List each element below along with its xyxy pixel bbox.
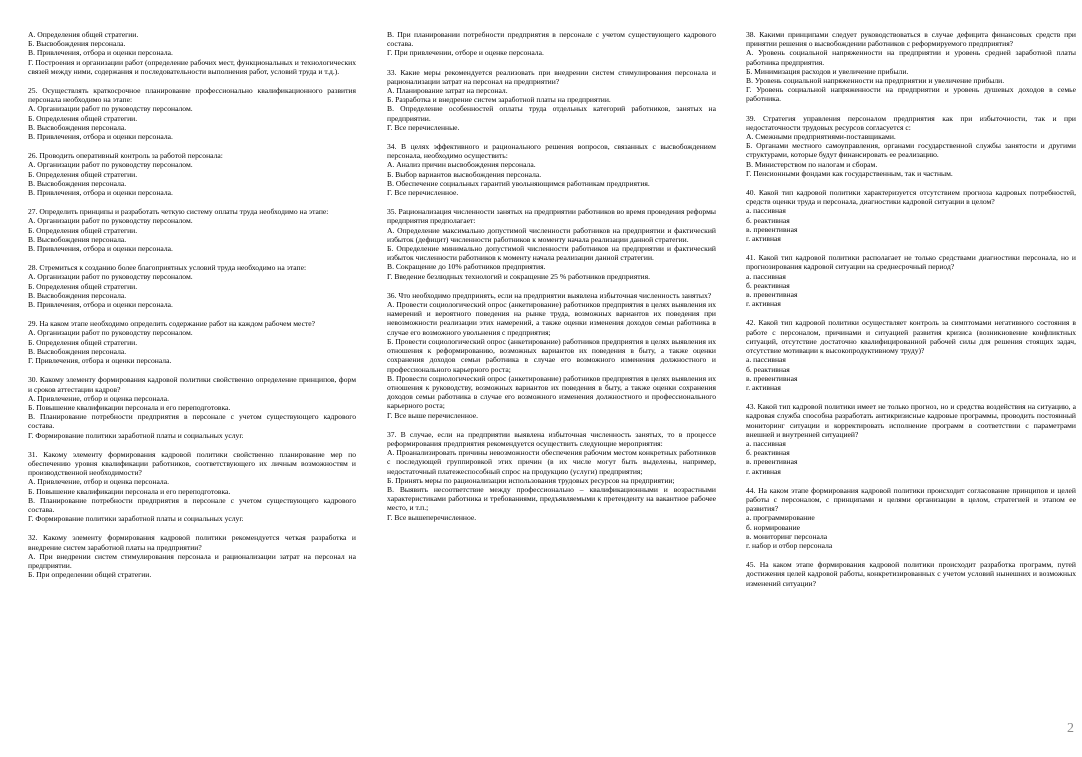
question-text: 44. На каком этапе формирования кадровой политики происходит согласование принципов и целей работы с персоналом, с принципами и целями организации в целом, стратегией и этапом ее развития?: [746, 485, 1076, 514]
answer-option: Б. Разработка и внедрение систем заработной платы на предприятии.: [387, 95, 611, 105]
answer-option: В. Привлечения, отбора и оценки персонала.: [28, 48, 173, 58]
answer-option: б. реактивная: [746, 280, 790, 290]
answer-option: Г. Введение безлюдных технологий и сокращение 25 % работников предприятия.: [387, 271, 650, 281]
question-block: [746, 560, 1076, 588]
question-block: [387, 291, 716, 420]
question-block: [387, 142, 716, 197]
answer-option: А. Смежными предприятиями-поставщиками.: [746, 132, 896, 142]
question-block: [28, 263, 356, 309]
answer-option: В. Высвобождения персонала.: [28, 290, 127, 300]
answer-option: В. Уровень социальной напряженности на предприятии и увеличение прибыли.: [746, 76, 1005, 86]
answer-option: А. Анализ причин высвобождения персонала.: [387, 160, 536, 170]
answer-option: А. Планирование затрат на персонал.: [387, 86, 508, 96]
answer-option: а. пассивная: [746, 438, 786, 448]
answer-option: Г. Привлечения, отбора и оценки персонала.: [28, 356, 172, 366]
answer-option: В. Планирование потребности предприятия в персонале с учетом существующего кадрового состава.: [28, 412, 356, 431]
answer-option: Г. При привлечении, отборе и оценке персонала.: [387, 48, 544, 58]
answer-option: Б. Органами местного самоуправления, органами государственной службы занятости и другими структурами, которые будут финансировать ее реализацию.: [746, 141, 1076, 160]
question-block: [746, 486, 1076, 550]
question-text: 35. Рационализация численности занятых на предприятии работников во время проведения реформы предприятия предполагает:: [387, 207, 716, 226]
answer-option: Б. Минимизация расходов и увеличение прибыли.: [746, 66, 909, 76]
question-text: 25. Осуществлять краткосрочное планирование профессионально квалификационного развития персонала необходимо на этапе:: [28, 86, 356, 105]
question-block: [28, 86, 356, 141]
answer-option: А. Провести социологический опрос (анкетирование) работников предприятия в целях выявления их намерений и вероятного поведения на рынке труда, возможных вариантов их поведения при невозможности реализации этих намерений, а также оценки изменения доходов семьи работника в случае его возможного увольнения с предприятия;: [387, 300, 716, 337]
answer-option: А. Проанализировать причины невозможности обеспечения рабочим местом конкретных работников с последующей группировкой этих причин (в их числе могут быть выделены, например, недостаточный платежеспособный спрос на продукцию (услуги) предприятия;: [387, 448, 716, 476]
question-text: 38. Какими принципами следует руководствоваться в случае дефицита финансовых средств при принятии решения о высвобождении работников с реформируемого предприятия?: [746, 30, 1076, 49]
answer-option: А. Уровень социальной напряженности на предприятии и уровень средней заработной платы работника предприятия.: [746, 48, 1076, 67]
answer-option: Г. Все выше перечисленное.: [387, 410, 479, 420]
answer-option: А. Организации работ по руководству персоналом.: [28, 272, 193, 282]
answer-option: А. Организации работ по руководству персоналом.: [28, 160, 193, 170]
answer-option: А. Определение максимально допустимой численности работников на предприятии и фактический избыток (дефицит) численности работников к моменту начала реализации данной стратегии.: [387, 225, 716, 244]
column-3: [746, 30, 1076, 598]
answer-option: Б. Определения общей стратегии.: [28, 113, 138, 123]
answer-option: В. Сокращение до 10% работников предприятия.: [387, 262, 546, 272]
answer-option: б. реактивная: [746, 215, 790, 225]
answer-option: Б. Повышение квалификации персонала и его переподготовка.: [28, 402, 231, 412]
question-block: [387, 207, 716, 281]
answer-option: А. Определения общей стратегии.: [28, 30, 139, 39]
question-block: [28, 533, 356, 579]
question-block: [28, 207, 356, 253]
answer-option: Б. Принять меры по рационализации использования трудовых ресурсов на предприятии;: [387, 475, 675, 485]
question-block: [746, 188, 1076, 243]
question-text: 33. Какие меры рекомендуется реализовать при внедрении систем стимулирования персонала и рационализации затрат на персонал на предприятии?: [387, 67, 716, 86]
question-block: [746, 30, 1076, 104]
question-block: [28, 30, 356, 76]
question-text: 29. На каком этапе необходимо определить содержание работ на каждом рабочем месте?: [28, 319, 316, 329]
question-block: [28, 319, 356, 365]
answer-option: в. превентивная: [746, 457, 798, 467]
answer-option: Б. Определения общей стратегии.: [28, 169, 138, 179]
answer-option: В. При планировании потребности предприятия в персонале с учетом существующего кадрового состава.: [387, 30, 716, 49]
answer-option: В. Высвобождения персонала.: [28, 178, 127, 188]
answer-option: Г. Все перечисленное.: [387, 188, 459, 198]
answer-option: Б. Повышение квалификации персонала и его переподготовка.: [28, 486, 231, 496]
answer-option: Г. Формирование политики заработной платы и социальных услуг.: [28, 514, 244, 524]
answer-option: Б. Определения общей стратегии.: [28, 281, 138, 291]
question-text: 41. Какой тип кадровой политики располагает не только средствами диагностики персонала, но и прогнозирования кадровой ситуации на среднесрочный период?: [746, 253, 1076, 272]
answer-option: Г. Формирование политики заработной платы и социальных услуг.: [28, 430, 244, 440]
answer-option: б. нормирование: [746, 522, 801, 532]
question-block: [28, 375, 356, 439]
answer-option: В. Привлечения, отбора и оценки персонала.: [28, 188, 173, 198]
answer-option: В. Министерством по налогам и сборам.: [746, 159, 878, 169]
answer-option: В. Выявить несоответствие между профессионально – квалификационными и возрастными характеристиками работника и требованиями, предъявляемыми к претенденту на вакантное рабочее место, и т.п.;: [387, 484, 716, 513]
answer-option: Б. Определение минимально допустимой численности работников на предприятии и фактический избыток численности работников к моменту начала реализации данной стратегии.: [387, 244, 716, 263]
answer-option: Г. Все перечисленные.: [387, 122, 460, 132]
answer-option: Б. Провести социологический опрос (анкетирование) работников предприятия в целях выявления их отношения к реформированию, возможных вариантов их поведения в быту, а также оценки сохранения доходов семьи работника в случае его возможного изменения должностного и профессионального карьерного роста;: [387, 336, 716, 374]
page-number: 2: [1067, 721, 1074, 736]
answer-option: а. пассивная: [746, 206, 786, 216]
answer-option: а. пассивная: [746, 271, 786, 281]
question-text: 27. Определить принципы и разработать четкую систему оплаты труда необходимо на этапе:: [28, 207, 329, 217]
question-block: [746, 114, 1076, 178]
answer-option: б. реактивная: [746, 364, 790, 374]
answer-option: Б. Выбор вариантов высвобождения персонала.: [387, 169, 542, 179]
question-text: 26. Проводить оперативный контроль за работой персонала:: [28, 151, 223, 161]
column-1: [28, 30, 356, 589]
answer-option: В. Обеспечение социальных гарантий увольняющимся работникам предприятия.: [387, 178, 650, 188]
question-text: 36. Что необходимо предпринять, если на предприятии выявлена избыточная численность занятых?: [387, 290, 712, 300]
question-text: 45. На каком этапе формирования кадровой политики происходит разработка программ, путей достижения целей кадровой работы, конкретизированных с учетом условий нынешних и возможных изменений ситуации?: [746, 560, 1076, 588]
answer-option: В. Провести социологический опрос (анкетирование) работников предприятия в целях выявления их отношения к руководству, возможных вариантов их поведения в быту, а также оценки сохранения доходов семьи работника в случае его возможного изменения должностного и профессионального карьерного роста;: [387, 373, 716, 411]
answer-option: б. реактивная: [746, 448, 790, 458]
answer-option: В. Определение особенностей оплаты труда отдельных категорий работников, занятых на предприятии.: [387, 104, 716, 123]
answer-option: а. пассивная: [746, 355, 786, 365]
question-text: 39. Стратегия управления персоналом предприятия как при избыточности, так и при недостаточности трудовых ресурсов согласуется с:: [746, 113, 1076, 132]
answer-option: а. программирование: [746, 513, 815, 523]
question-text: 31. Какому элементу формирования кадровой политики свойственно планирование мер по обеспечению уровня квалификации работников, соответствующего их личным возможностям и производственной необходимости?: [28, 449, 356, 478]
question-block: [387, 68, 716, 132]
column-2: [387, 30, 716, 532]
answer-option: А. Организации работ по руководству персоналом.: [28, 216, 193, 226]
answer-option: А. При внедрении систем стимулирования персонала и рационализации затрат на персонал на предприятии.: [28, 551, 356, 570]
question-block: [746, 402, 1076, 476]
answer-option: Г. Построения и организации работ (определение рабочих мест, функциональных и технологических связей между ними, содержания и последовательности выполнения работ, условий труда и т.д.).: [28, 57, 356, 76]
answer-option: Г. Уровень социальной напряженности на предприятии и уровень душевых доходов в семье работника.: [746, 85, 1076, 104]
answer-option: В. Планирование потребности предприятия в персонале с учетом существующего кадрового состава.: [28, 495, 356, 514]
answer-option: Б. Определения общей стратегии.: [28, 225, 138, 235]
question-text: 43. Какой тип кадровой политики имеет не только прогноз, но и средства воздействия на ситуацию, а кадровая служба способна разработать антикризисные кадровые программы, проводить постоянный мониторинг ситуации и корректировать исполнение программ в соответствии с параметрами внешней и внутренней ситуацией?: [746, 402, 1076, 439]
question-text: 40. Какой тип кадровой политики характеризуется отсутствием прогноза кадровых потребностей, средств оценки труда и персонала, диагностики кадровой ситуации в целом?: [746, 188, 1076, 207]
answer-option: В. Высвобождения персонала.: [28, 346, 127, 356]
answer-option: в. мониторинг персонала: [746, 531, 828, 541]
question-text: 32. Какому элементу формирования кадровой политики рекомендуется четкая разработка и внедрение систем заработной платы на предприятии?: [28, 533, 356, 552]
question-block: [387, 30, 716, 58]
question-text: 34. В целях эффективного и рационального решения вопросов, связанных с высвобождением персонала, необходимо осуществить:: [387, 142, 716, 161]
question-text: 37. В случае, если на предприятии выявлена избыточная численность занятых, то в процессе реформирования предприятия рекомендуется осуществить следующие мероприятия:: [387, 429, 716, 448]
answer-option: в. превентивная: [746, 373, 798, 383]
answer-option: г. активная: [746, 382, 781, 392]
answer-option: г. активная: [746, 234, 781, 244]
answer-option: в. превентивная: [746, 290, 798, 300]
answer-option: Г. Все вышеперечисленное.: [387, 512, 477, 522]
question-block: [746, 318, 1076, 392]
answer-option: В. Привлечения, отбора и оценки персонала.: [28, 132, 173, 142]
answer-option: В. Привлечения, отбора и оценки персонала.: [28, 244, 173, 254]
question-text: 42. Какой тип кадровой политики осуществляет контроль за симптомами негативного состояния в работе с персоналом, причинами и ситуацией развития кризиса (возникновение конфликтных ситуаций, отсутствие достаточно квалифицированной рабочей силы для решения стоящих задач, отсутствие мотивации к высокопродуктивному труду)?: [746, 318, 1076, 356]
answer-option: в. превентивная: [746, 224, 798, 234]
answer-option: А. Привлечение, отбор и оценка персонала.: [28, 477, 169, 487]
answer-option: А. Организации работ по руководству персоналом.: [28, 328, 193, 338]
answer-option: Б. Высвобождения персонала.: [28, 39, 126, 49]
answer-option: г. набор и отбор персонала: [746, 540, 833, 550]
answer-option: А. Организации работ по руководству персоналом.: [28, 104, 193, 114]
answer-option: г. активная: [746, 299, 781, 309]
question-block: [387, 430, 716, 522]
question-block: [28, 151, 356, 197]
question-block: [28, 450, 356, 524]
answer-option: В. Высвобождения персонала.: [28, 122, 127, 132]
answer-option: Г. Пенсионными фондами как государственным, так и частным.: [746, 168, 953, 178]
question-text: 30. Какому элементу формирования кадровой политики свойственно определение принципов, форм и сроков аттестации кадров?: [28, 375, 356, 394]
answer-option: В. Высвобождения персонала.: [28, 234, 127, 244]
question-block: [746, 253, 1076, 308]
question-text: 28. Стремиться к созданию более благоприятных условий труда необходимо на этапе:: [28, 263, 307, 273]
answer-option: В. Привлечения, отбора и оценки персонала.: [28, 300, 173, 310]
answer-option: Б. При определении общей стратегии.: [28, 570, 152, 580]
answer-option: Б. Определения общей стратегии.: [28, 337, 138, 347]
answer-option: г. активная: [746, 466, 781, 476]
answer-option: А. Привлечение, отбор и оценка персонала.: [28, 393, 169, 403]
